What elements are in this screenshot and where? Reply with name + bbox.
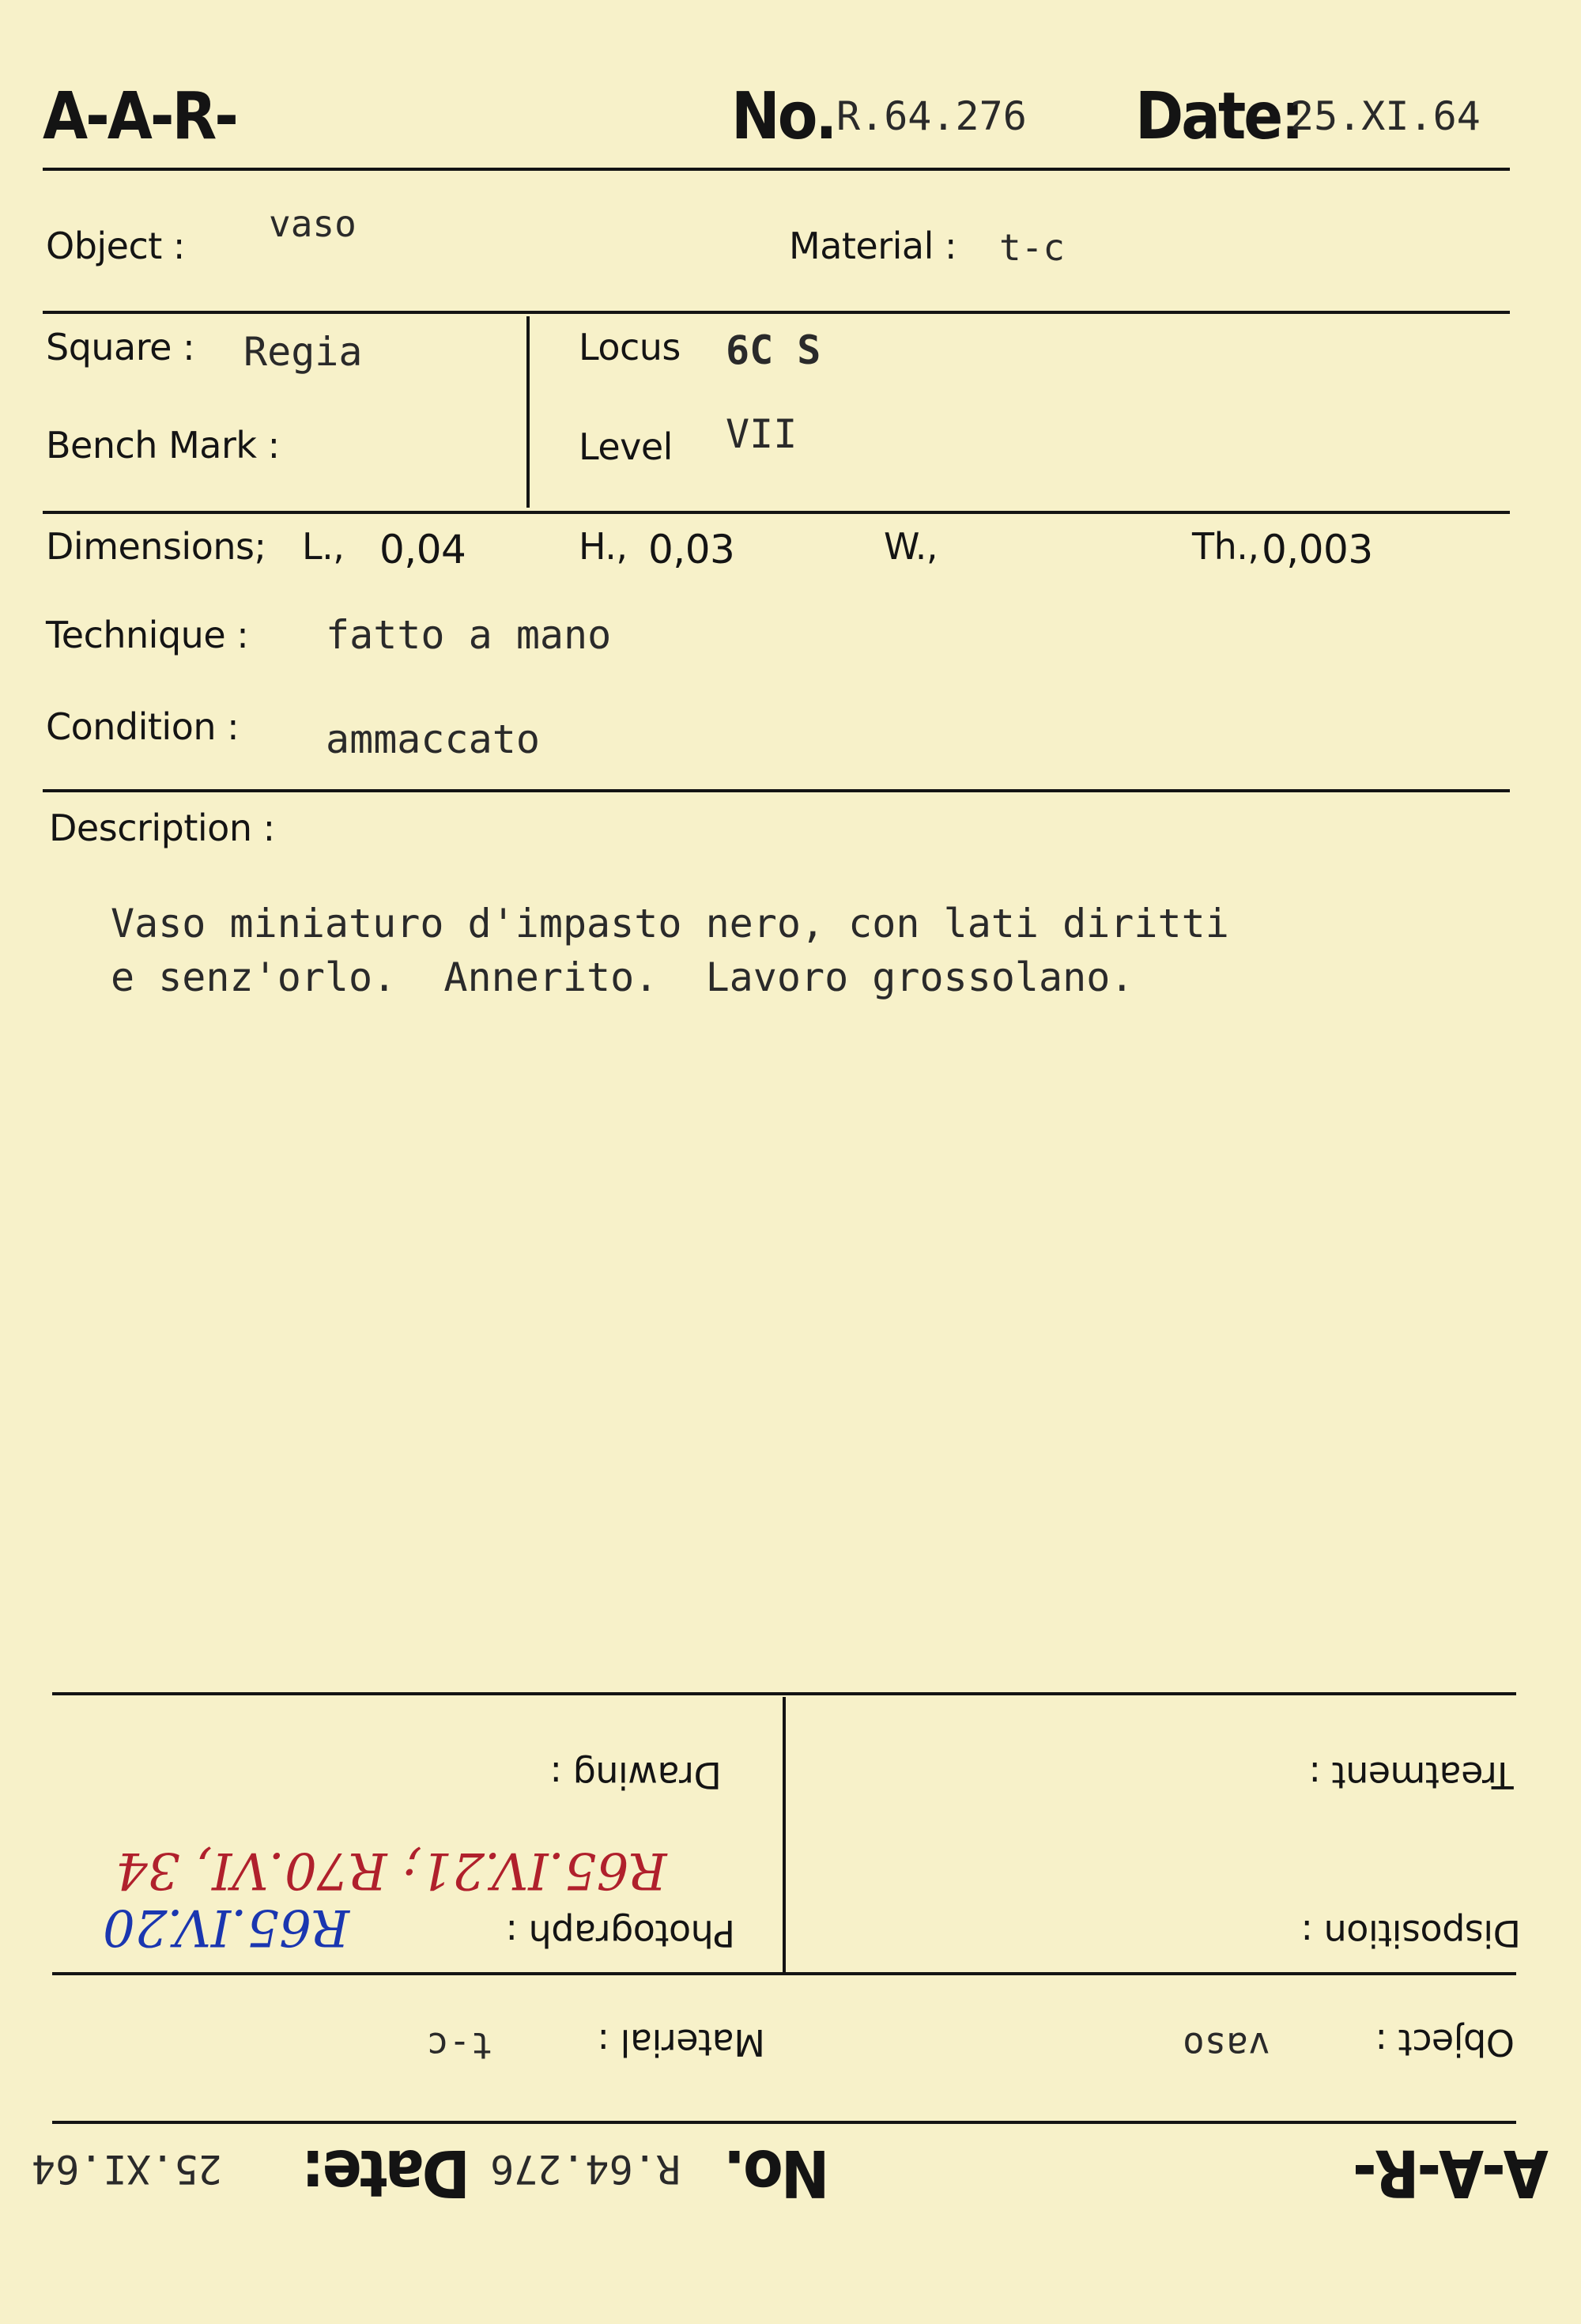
level-label: Level	[579, 425, 673, 468]
number-value: R.64.276	[836, 93, 1027, 139]
inverted-material-value: t-c	[427, 2024, 493, 2067]
condition-divider	[43, 789, 1510, 792]
bench-mark-label: Bench Mark :	[46, 424, 280, 467]
thickness-label: Th.,	[1192, 525, 1259, 568]
inverted-mid-rule	[52, 1972, 1516, 1975]
inverted-top-rule	[52, 1692, 1516, 1695]
locus-divider	[43, 511, 1510, 514]
inverted-material-label: Material :	[598, 2021, 765, 2064]
photograph-label: Photograph :	[506, 1912, 735, 1955]
material-value: t-c	[999, 226, 1066, 269]
inverted-object-value: vaso	[1183, 2024, 1270, 2067]
square-locus-divider	[526, 316, 530, 508]
length-value: 0,04	[379, 527, 466, 572]
photograph-note-blue: R65.IV.20	[103, 1898, 350, 1956]
width-label: W.,	[884, 525, 938, 568]
inverted-date-label: Date:	[304, 2135, 470, 2210]
material-label: Material :	[789, 225, 957, 267]
length-label: L.,	[302, 525, 345, 568]
inverted-org-code: A-A-R-	[1355, 2135, 1549, 2210]
disposition-label: Disposition :	[1301, 1912, 1521, 1955]
condition-label: Condition :	[46, 705, 240, 748]
description-line-1: Vaso miniaturo d'impasto nero, con lati diritti	[111, 901, 1229, 947]
inverted-bottom-rule	[52, 2121, 1516, 2124]
technique-value: fatto a mano	[326, 612, 612, 658]
level-value: VII	[726, 411, 798, 457]
date-label: Date:	[1135, 79, 1302, 154]
technique-label: Technique :	[46, 614, 249, 656]
inverted-number-value: R.64.276	[490, 2146, 681, 2192]
number-label: No.	[731, 79, 836, 154]
inverted-number-label: No.	[726, 2135, 830, 2210]
org-code: A-A-R-	[43, 79, 236, 154]
description-label: Description :	[49, 807, 275, 849]
inverted-center-divider	[783, 1697, 786, 1972]
description-line-2: e senz'orlo. Annerito. Lavoro grossolano.	[111, 954, 1134, 1000]
treatment-label: Treatment :	[1309, 1754, 1514, 1797]
height-label: H.,	[579, 525, 628, 568]
object-value: vaso	[269, 202, 357, 245]
photograph-note-red: R65.IV.21; R70.VI, 34	[115, 1841, 667, 1899]
square-label: Square :	[46, 326, 195, 368]
locus-label: Locus	[579, 326, 681, 368]
inverted-date-value: 25.XI.64	[32, 2146, 222, 2192]
condition-value: ammaccato	[326, 716, 540, 762]
square-value: Regia	[243, 329, 363, 375]
height-value: 0,03	[648, 527, 735, 572]
thickness-value: 0,003	[1262, 527, 1373, 572]
locus-value: 6C S	[726, 327, 821, 373]
inverted-object-label: Object :	[1375, 2021, 1515, 2064]
dimensions-label: Dimensions;	[46, 525, 266, 568]
object-divider	[43, 311, 1510, 314]
drawing-label: Drawing :	[550, 1754, 722, 1797]
header-divider	[43, 168, 1510, 171]
object-label: Object :	[46, 225, 185, 267]
date-value: 25.XI.64	[1290, 93, 1481, 139]
